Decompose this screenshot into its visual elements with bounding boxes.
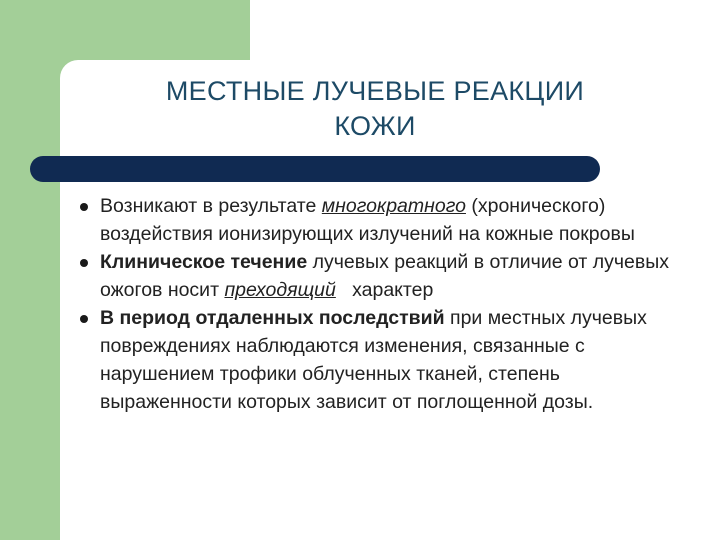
bullet-dot-icon [80,203,88,211]
title-line-2: КОЖИ [334,111,416,141]
bullet-2-text-b: характер [335,279,434,301]
bullet-2-emphasis: преходящий [224,279,336,301]
bullet-3-text-a: при местных лучевых повреждениях наблюдаются изменения, связанные с нарушением трофики облученных тканей, степень выраженности которых зависит от поглощенной дозы. [100,307,647,413]
bullet-dot-icon [80,315,88,323]
bullet-1-text-b: (хронического) воздействия ионизирующих излучений на кожные покровы [100,195,635,245]
bullet-item-3 [80,304,690,416]
bullet-1-text-a: Возникают в результате [100,195,322,217]
title-line-1: МЕСТНЫЕ ЛУЧЕВЫЕ РЕАКЦИИ [165,76,585,106]
bullet-3-bold: В период отдаленных последствий [100,307,445,329]
bullet-item-2 [80,248,690,304]
bullet-1-emphasis: многократного [321,195,466,217]
bullet-item-1 [80,192,690,248]
decor-green-strip [0,0,60,540]
slide-title [90,74,660,144]
bullet-list [80,192,690,416]
title-underline-bar [30,156,600,182]
bullet-dot-icon [80,259,88,267]
bullet-2-text-a: лучевых реакций в отличие от лучевых ожогов носит [100,251,670,301]
bullet-2-bold: Клиническое течение [100,251,308,273]
